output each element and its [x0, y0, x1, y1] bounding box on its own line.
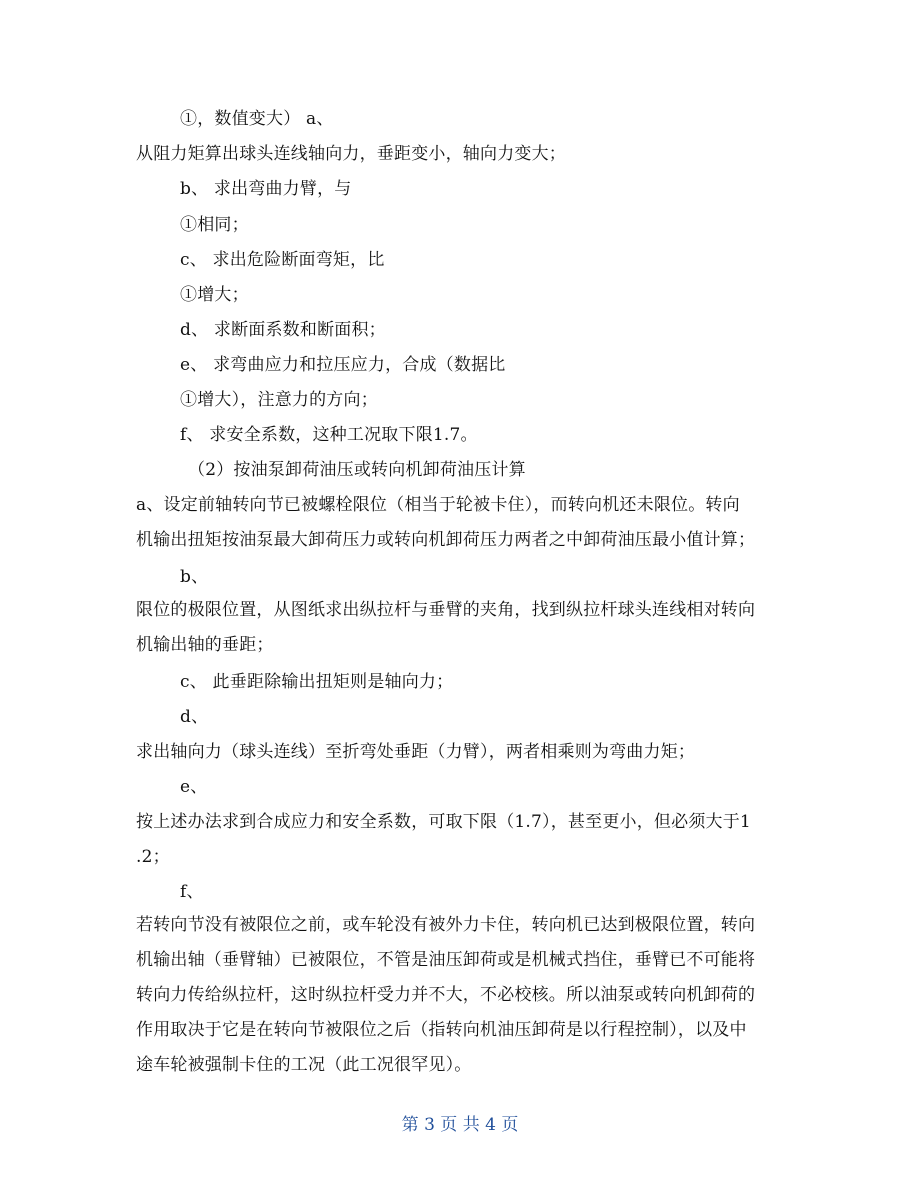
text-line: 机输出轴（垂臂轴）已被限位，不管是油压卸荷或是机械式挡住，垂臂已不可能将 [136, 950, 756, 970]
text-line: ①增大； [180, 285, 249, 305]
text-line: ①，数值变大） a、 [180, 109, 334, 129]
text-line: ①增大），注意力的方向； [180, 390, 378, 410]
text-line: 按上述办法求到合成应力和安全系数，可取下限（1.7），甚至更小，但必须大于1 [136, 812, 751, 832]
text-line: ①相同； [180, 215, 249, 235]
text-line: 求出轴向力（球头连线）至折弯处垂距（力臂），两者相乘则为弯曲力矩； [136, 742, 696, 762]
text-line: 转向力传给纵拉杆，这时纵拉杆受力并不大，不必校核。所以油泵或转向机卸荷的 [136, 985, 756, 1005]
text-line: d、 求断面系数和断面积； [180, 320, 386, 340]
text-line: 机输出扭矩按油泵最大卸荷压力或转向机卸荷压力两者之中卸荷油压最小值计算； [136, 530, 756, 550]
text-line: f、 求安全系数，这种工况取下限1.7。 [180, 425, 478, 445]
section-heading: （2）按油泵卸荷油压或转向机卸荷油压计算 [188, 460, 526, 480]
text-line: 途车轮被强制卡住的工况（此工况很罕见）。 [136, 1055, 472, 1075]
text-line: 机输出轴的垂距； [136, 635, 274, 655]
text-line: 限位的极限位置，从图纸求出纵拉杆与垂臂的夹角，找到纵拉杆球头连线相对转向 [136, 600, 756, 620]
text-line: b、 [180, 567, 209, 587]
text-line: e、 [180, 777, 208, 797]
text-line: e、 求弯曲应力和拉压应力，合成（数据比 [180, 355, 506, 375]
text-line: f、 [180, 882, 204, 902]
text-line: b、 求出弯曲力臂，与 [180, 179, 352, 199]
page-footer: 第 3 页 共 4 页 [401, 1115, 519, 1135]
text-line: 作用取决于它是在转向节被限位之后（指转向机油压卸荷是以行程控制），以及中 [136, 1020, 747, 1040]
text-line: c、 此垂距除输出扭矩则是轴向力； [180, 672, 454, 692]
text-line: d、 [180, 707, 209, 727]
text-line: .2； [136, 847, 170, 867]
text-line: a、设定前轴转向节已被螺栓限位（相当于轮被卡住），而转向机还未限位。转向 [136, 495, 740, 515]
text-line: 若转向节没有被限位之前，或车轮没有被外力卡住，转向机已达到极限位置，转向 [136, 915, 756, 935]
text-line: 从阻力矩算出球头连线轴向力，垂距变小，轴向力变大； [136, 144, 566, 164]
text-line: c、 求出危险断面弯矩，比 [180, 250, 385, 270]
